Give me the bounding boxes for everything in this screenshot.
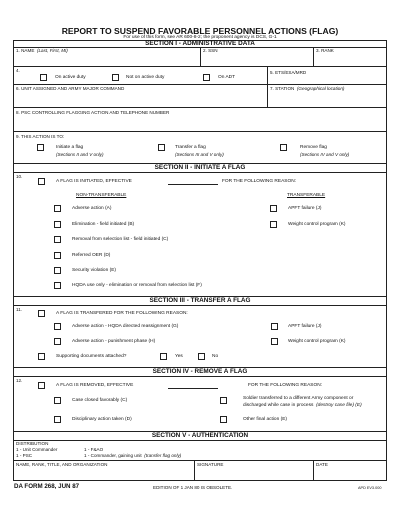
psc-label: 8. PSC CONTROLLING FLAGGING ACTION AND TELEPHONE NUMBER <box>16 110 170 115</box>
supporting-no-checkbox[interactable] <box>198 353 205 360</box>
dist-unit-commander: 1 - Unit Commander <box>16 447 58 452</box>
reason-c-label: Removal from selection list - field initiated (C) <box>72 237 169 242</box>
divider <box>13 66 387 67</box>
divider <box>13 107 387 108</box>
transfer-flag-checkbox[interactable] <box>158 144 165 151</box>
edition-note: EDITION OF 1 JAN 80 IS OBSOLETE. <box>153 485 233 490</box>
divider <box>267 66 268 84</box>
on-active-duty-label: On active duty <box>55 75 86 80</box>
reason-d-label: Referred OER (D) <box>72 253 111 258</box>
on-active-duty-checkbox[interactable] <box>40 74 47 81</box>
flag-transferred-label: A FLAG IS TRANSFERED FOR THE FOLLOWING REASON: <box>56 311 188 316</box>
transfer-flag-label: Transfer a flag <box>175 145 206 150</box>
remove-flag-checkbox[interactable] <box>280 144 287 151</box>
transfer-apft-label: APFT failure (J) <box>288 324 322 329</box>
removal-reason-label: FOR THE FOLLOWING REASON: <box>248 383 323 388</box>
reason-f-label: HQDA use only - elimination or removal from selection list (F) <box>72 283 202 288</box>
reason-h-label: Adverse action - punishment phase (H) <box>72 339 156 344</box>
initiate-flag-checkbox[interactable] <box>37 144 44 151</box>
supporting-yes-checkbox[interactable] <box>160 353 167 360</box>
supporting-yes-label: Yes <box>175 354 183 359</box>
item-4-label: 4. <box>16 68 20 73</box>
divider <box>13 376 387 377</box>
transfer-weight-checkbox[interactable] <box>271 338 278 345</box>
not-on-active-duty-checkbox[interactable] <box>112 74 119 81</box>
initiate-flag-label: Initiate a flag <box>56 145 84 150</box>
reason-h-checkbox[interactable] <box>54 338 61 345</box>
reason-a-label: Adverse action (A) <box>72 206 112 211</box>
dist-gaining-unit: 1 - Commander, gaining unit (transfer flag only) <box>84 453 182 458</box>
form-number: DA FORM 268, JUN 87 <box>14 483 80 490</box>
soldier-transferred-line2: discharged while case in process (destroy case file) (E) <box>243 403 362 408</box>
dist-fao: 1 - F&AO <box>84 447 104 452</box>
unit-label: 6. UNIT ASSIGNED AND ARMY MAJOR COMMAND <box>16 86 125 91</box>
reason-a-checkbox[interactable] <box>54 205 61 212</box>
remove-flag-label: Remove flag <box>300 145 327 150</box>
ssn-label: 2. SSN <box>203 48 218 53</box>
item-10-label: 10. <box>16 174 23 179</box>
flag-initiated-label: A FLAG IS INITIATED, EFFECTIVE <box>56 179 132 184</box>
form-subtitle: For use of this form, see AR 600-8-2; the proponent agency is DCS, G-1 <box>123 35 277 40</box>
divider <box>13 480 387 481</box>
soldier-transferred-checkbox[interactable] <box>220 397 227 404</box>
transfer-flag-hint: (Sections III and V only) <box>175 152 224 157</box>
name-rank-label: NAME, RANK, TITLE, AND ORGANIZATION <box>16 462 108 467</box>
form-title: REPORT TO SUSPEND FAVORABLE PERSONNEL ACTIONS (FLAG) <box>61 26 339 36</box>
signature-label: SIGNATURE <box>197 462 224 467</box>
reason-e-label: Security violation (E) <box>72 268 116 273</box>
reason-g-label: Adverse action - HQDA directed reassignment (G) <box>72 324 179 329</box>
divider <box>13 84 387 85</box>
distribution-label: DISTRIBUTION <box>16 441 49 446</box>
divider <box>386 40 387 480</box>
section-5-heading: SECTION V - AUTHENTICATION <box>151 432 249 439</box>
supporting-docs-label: Supporting documents attached? <box>56 354 127 359</box>
for-reason-label: FOR THE FOLLOWING REASON: <box>222 179 297 184</box>
disciplinary-label: Disciplinary action taken (D) <box>72 417 132 422</box>
reason-e-checkbox[interactable] <box>54 267 61 274</box>
name-label: 1. NAME (Last, First, MI) <box>16 48 68 53</box>
transfer-weight-label: Weight control program (K) <box>288 339 346 344</box>
remove-flag-hint: (Sections IV and V only) <box>300 152 350 157</box>
divider <box>13 440 387 441</box>
not-on-active-duty-label: Not on active duty <box>126 75 165 80</box>
non-transferable-heading: NON-TRANSFERABLE <box>76 193 127 198</box>
divider <box>200 47 201 66</box>
ets-label: 5. ETS/ESA/MRD <box>270 70 307 75</box>
reason-j-checkbox[interactable] <box>270 205 277 212</box>
divider <box>13 460 387 461</box>
on-adt-label: On ADT <box>218 75 236 80</box>
reason-k-checkbox[interactable] <box>270 221 277 228</box>
reason-k-label: Weight control program (K) <box>288 222 346 227</box>
section-1-heading: SECTION I - ADMINISTRATIVE DATA <box>145 40 255 47</box>
reason-c-checkbox[interactable] <box>54 236 61 243</box>
section-2-heading: SECTION II - INITIATE A FLAG <box>154 164 246 171</box>
reason-b-label: Elimination - field initiated (B) <box>72 222 135 227</box>
dist-psc: 1 - PSC <box>16 453 33 458</box>
transferable-heading: TRANSFERABLE <box>287 193 326 198</box>
version-code: APD EV3.000 <box>358 486 382 490</box>
date-label: DATE <box>316 462 328 467</box>
flag-initiated-checkbox[interactable] <box>38 178 45 185</box>
section-4-heading: SECTION IV - REMOVE A FLAG <box>152 368 248 375</box>
reason-b-checkbox[interactable] <box>54 221 61 228</box>
action-label: 9. THIS ACTION IS TO: <box>16 134 65 139</box>
supporting-docs-checkbox[interactable] <box>38 353 45 360</box>
station-label: 7. STATION (Geographical location) <box>270 86 345 91</box>
item-12-label: 12. <box>16 378 23 383</box>
divider <box>13 172 387 173</box>
reason-f-checkbox[interactable] <box>54 282 61 289</box>
supporting-no-label: No <box>212 354 219 359</box>
divider <box>13 305 387 306</box>
other-final-label: Other final action (E) <box>243 417 287 422</box>
divider <box>13 40 14 480</box>
case-closed-label: Case closed favorably (C) <box>72 398 128 403</box>
flag-removed-checkbox[interactable] <box>38 382 45 389</box>
reason-j-label: APFT failure (J) <box>288 206 322 211</box>
item-11-label: 11. <box>16 307 23 312</box>
on-adt-checkbox[interactable] <box>203 74 210 81</box>
divider <box>313 47 314 66</box>
disciplinary-checkbox[interactable] <box>54 416 61 423</box>
case-closed-checkbox[interactable] <box>54 397 61 404</box>
reason-d-checkbox[interactable] <box>54 252 61 259</box>
divider <box>267 84 268 107</box>
divider <box>313 460 314 480</box>
flag-removed-label: A FLAG IS REMOVED, EFFECTIVE <box>56 383 134 388</box>
soldier-transferred-line1: Soldier transferred to a different Army component or <box>243 396 354 401</box>
divider <box>194 460 195 480</box>
flag-transferred-checkbox[interactable] <box>38 310 45 317</box>
section-3-heading: SECTION III - TRANSFER A FLAG <box>149 297 251 304</box>
transfer-apft-checkbox[interactable] <box>271 323 278 330</box>
removal-date-field[interactable] <box>168 388 218 389</box>
effective-date-field[interactable] <box>168 184 218 185</box>
other-final-checkbox[interactable] <box>220 416 227 423</box>
divider <box>13 131 387 132</box>
rank-label: 3. RANK <box>316 48 334 53</box>
initiate-flag-hint: (Sections II and V only) <box>56 152 104 157</box>
reason-g-checkbox[interactable] <box>54 323 61 330</box>
